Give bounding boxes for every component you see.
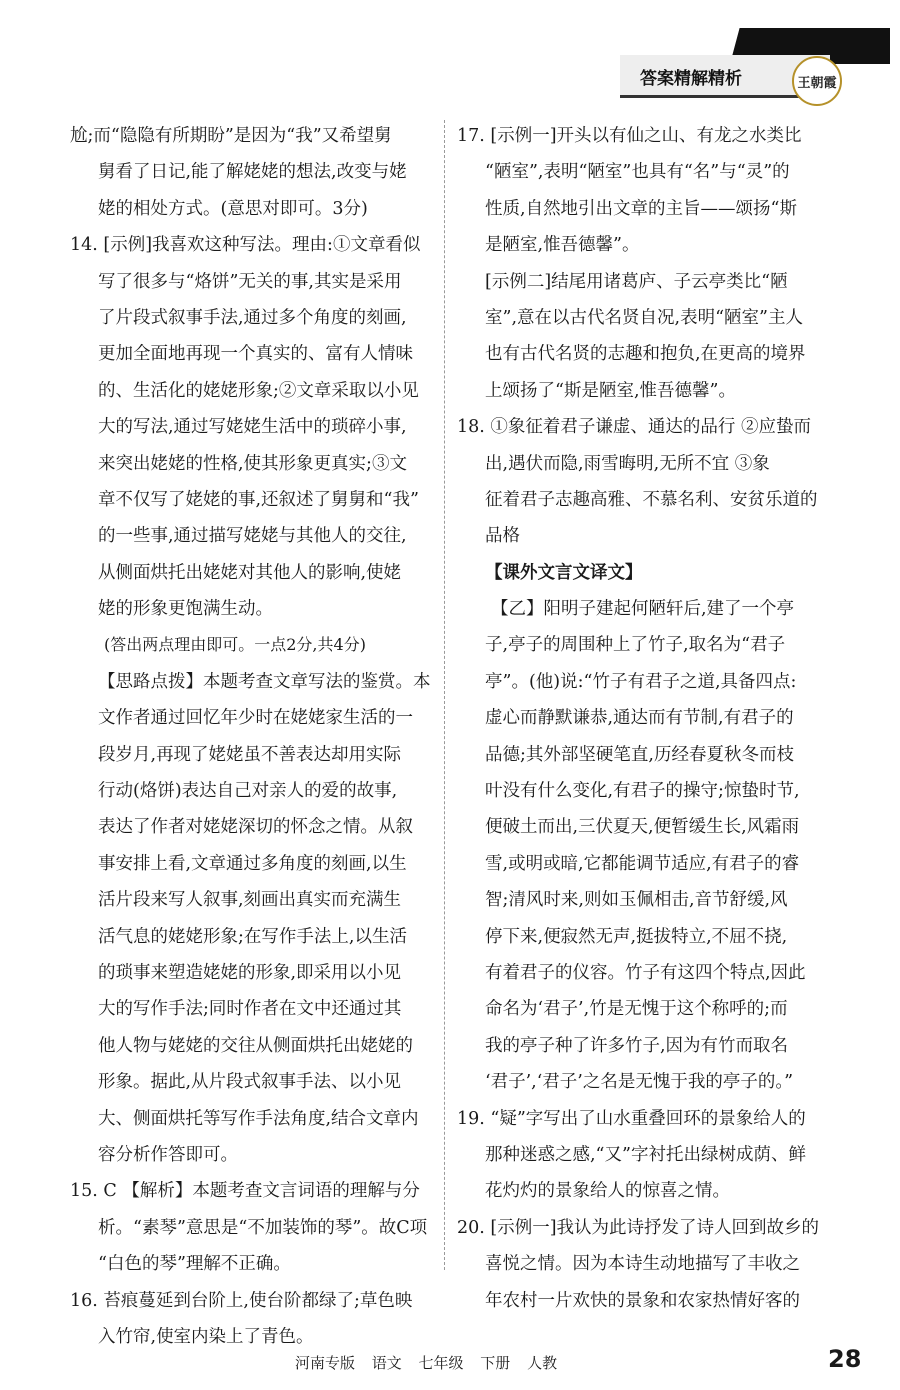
text-line: 了片段式叙事手法,通过多个角度的刻画, [98,307,407,328]
text-line: 年农村一片欢快的景象和农家热情好客的 [485,1290,800,1311]
translation-line: 亭”。(他)说:“竹子有君子之道,具备四点: [485,671,797,692]
left-column [70,118,432,1355]
logo-text: 王朝霞 [797,75,837,91]
footer-info: 河南专版 语文 七年级 下册 人教 [295,1354,558,1372]
thinking-tip-start: 【思路点拨】本题考查文章写法的鉴赏。本 [98,671,431,692]
answer-15-start: 15. C 【解析】本题考查文言词语的理解与分 [70,1181,420,1202]
text-line: 尬;而“隐隐有所期盼”是因为“我”又希望舅 [70,126,392,146]
page-number: 28 [828,1345,862,1373]
text-line: 的、生活化的姥姥形象;②文章采取以小见 [98,380,419,401]
text-line: 入竹帘,使室内染上了青色。 [98,1326,314,1347]
text-line: 征着君子志趣高雅、不慕名利、安贫乐道的 [485,489,818,510]
right-column [457,118,837,1319]
text-line: 大的写法,通过写姥姥生活中的琐碎小事, [98,417,407,438]
text-line: 出,遇伏而隐,雨雪晦明,无所不宜 ③象 [485,453,770,474]
translation-line: 命名为‘君子’,竹是无愧于这个称呼的;而 [485,999,788,1020]
text-line: 活片段来写人叙事,刻画出真实而充满生 [98,890,402,911]
text-line: 表达了作者对姥姥深切的怀念之情。从叙 [98,817,413,838]
translation-line: 【乙】阳明子建起何陋轩后,建了一个亭 [491,599,795,620]
translation-line: ‘君子’,‘君子’之名是无愧于我的亭子的。” [485,1072,794,1093]
text-line: 段岁月,再现了姥姥虽不善表达却用实际 [98,744,402,765]
translation-line: 我的亭子种了许多竹子,因为有竹而取名 [485,1035,789,1056]
text-line: 上颂扬了“斯是陋室,惟吾德馨”。 [485,380,736,401]
header-title: 答案精解精析 [640,69,742,89]
text-line: 文作者通过回忆年少时在姥姥家生活的一 [98,708,413,729]
translation-line: 雪,或明或暗,它都能调节适应,有君子的睿 [485,853,800,874]
text-line: 从侧面烘托出姥姥对其他人的影响,使姥 [98,562,402,583]
text-line: 舅看了日记,能了解姥姥的想法,改变与姥 [98,162,407,183]
translation-line: 叶没有什么变化,有君子的操守;惊蛰时节, [485,781,800,802]
answer-16-start: 16. 苔痕蔓延到台阶上,使台阶都绿了;草色映 [70,1290,413,1311]
text-line: 更加全面地再现一个真实的、富有人情味 [98,344,413,365]
text-line: 的琐事来塑造姥姥的形象,即采用以小见 [98,962,402,983]
translation-heading: 【课外文言文译文】 [485,562,643,583]
text-line: 姥的相处方式。(意思对即可。3分) [98,198,368,219]
text-line: 活气息的姥姥形象;在写作手法上,以生活 [98,926,407,947]
text-line: 大、侧面烘托等写作手法角度,结合文章内 [98,1108,419,1129]
translation-line: 虚心而静默谦恭,通达而有节制,有君子的 [485,708,794,729]
text-line: “陋室”,表明“陋室”也具有“名”与“灵”的 [485,162,790,183]
answer-19-start: 19. “疑”字写出了山水重叠回环的景象给人的 [457,1108,806,1129]
answer-17-start: 17. [示例一]开头以有仙之山、有龙之水类比 [457,126,802,146]
text-line: 品格 [485,526,520,547]
column-divider [444,120,445,1270]
translation-line: 智;清风时来,则如玉佩相击,音节舒缓,风 [485,890,788,911]
text-line: 也有古代名贤的志趣和抱负,在更高的境界 [485,344,806,365]
text-line: 性质,自然地引出文章的主旨——颂扬“斯 [485,198,798,219]
text-line: 行动(烙饼)表达自己对亲人的爱的故事, [98,781,398,802]
text-line: 事安排上看,文章通过多角度的刻画,以生 [98,853,407,874]
answer-18-start: 18. ①象征着君子谦虚、通达的品行 ②应蛰而 [457,417,811,438]
text-line: 来突出姥姥的性格,使其形象更真实;③文 [98,453,407,474]
text-line: 那种迷惑之感,“又”字衬托出绿树成荫、鲜 [485,1144,806,1165]
text-line: “白色的琴”理解不正确。 [98,1254,291,1275]
text-line: 章不仅写了姥姥的事,还叙述了舅舅和“我” [98,489,419,510]
text-line: 的一些事,通过描写姥姥与其他人的交往, [98,526,407,547]
answer-14-start: 14. [示例]我喜欢这种写法。理由:①文章看似 [70,235,421,256]
answer-20-start: 20. [示例一]我认为此诗抒发了诗人回到故乡的 [457,1217,820,1238]
text-line: 喜悦之情。因为本诗生动地描写了丰收之 [485,1254,800,1275]
text-line: 形象。据此,从片段式叙事手法、以小见 [98,1072,402,1093]
translation-line: 便破土而出,三伏夏天,便暂缓生长,风霜雨 [485,817,800,838]
scoring-note: (答出两点理由即可。一点2分,共4分) [104,635,366,655]
translation-line: 子,亭子的周围种上了竹子,取名为“君子 [485,635,786,656]
example-two-start: [示例二]结尾用诸葛庐、子云亭类比“陋 [485,271,788,292]
text-line: 写了很多与“烙饼”无关的事,其实是采用 [98,271,402,292]
translation-line: 停下来,便寂然无声,挺拔特立,不屈不挠, [485,926,788,947]
text-line: 大的写作手法;同时作者在文中还通过其 [98,999,402,1020]
translation-line: 品德;其外部坚硬笔直,历经春夏秋冬而枝 [485,744,794,765]
text-line: 是陋室,惟吾德馨”。 [485,235,640,256]
translation-line: 有着君子的仪容。竹子有这四个特点,因此 [485,962,806,983]
text-line: 花灼灼的景象给人的惊喜之情。 [485,1181,730,1202]
text-line: 室”,意在以古代名贤自况,表明“陋室”主人 [485,307,803,328]
publisher-logo-icon [792,56,842,106]
text-line: 姥的形象更饱满生动。 [98,599,273,620]
text-line: 容分析作答即可。 [98,1144,238,1165]
text-line: 析。“素琴”意思是“不加装饰的琴”。故C项 [98,1217,428,1238]
text-line: 他人物与姥姥的交往从侧面烘托出姥姥的 [98,1035,413,1056]
